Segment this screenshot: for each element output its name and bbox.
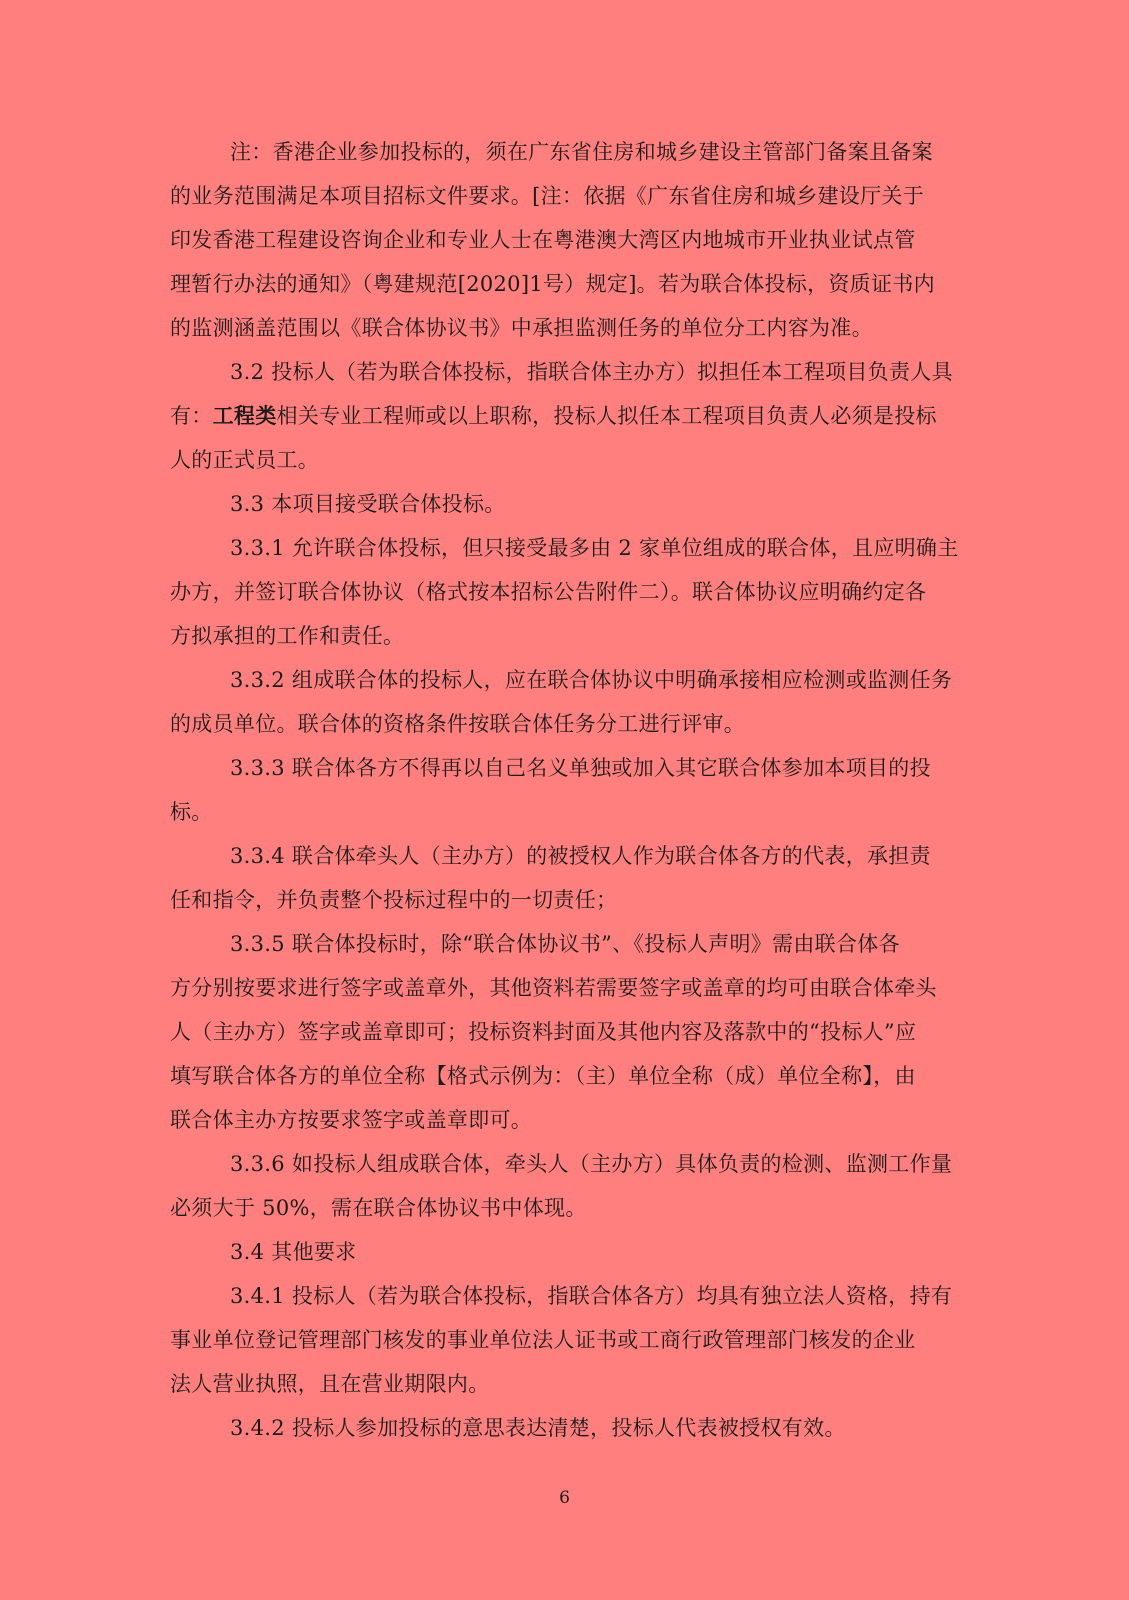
paragraph-line: 办方，并签订联合体协议（格式按本招标公告附件二）。联合体协议应明确约定各 [170,580,927,604]
paragraph-line: 的业务范围满足本项目招标文件要求。[注：依据《广东省住房和城乡建设厅关于 [170,184,924,208]
paragraph-line: 填写联合体各方的单位全称【格式示例为：（主）单位全称（成）单位全称】，由 [170,1064,916,1088]
paragraph-line: 3.3.3 联合体各方不得再以自己名义单独或加入其它联合体参加本项目的投 [230,756,931,780]
page-number: 6 [559,1488,570,1508]
paragraph-line: 人（主办方）签字或盖章即可；投标资料封面及其他内容及落款中的“投标人”应 [170,1020,917,1044]
paragraph-line: 联合体主办方按要求签字或盖章即可。 [170,1108,533,1132]
paragraph-line: 法人营业执照，且在营业期限内。 [170,1372,490,1396]
paragraph-line: 方分别按要求进行签字或盖章外，其他资料若需要签字或盖章的均可由联合体牵头 [170,976,937,1000]
paragraph-line: 方拟承担的工作和责任。 [170,624,405,648]
paragraph-line: 的成员单位。联合体的资格条件按联合体任务分工进行评审。 [170,712,746,736]
paragraph-line: 3.3.4 联合体牵头人（主办方）的被授权人作为联合体各方的代表，承担责 [230,844,931,868]
paragraph-line: 3.2 投标人（若为联合体投标，指联合体主办方）拟担任本工程项目负责人具 [230,360,953,384]
paragraph-line: 注：香港企业参加投标的，须在广东省住房和城乡建设主管部门备案且备案 [230,140,933,164]
section-heading: 3.4 其他要求 [230,1240,357,1264]
paragraph-line: 事业单位登记管理部门核发的事业单位法人证书或工商行政管理部门核发的企业 [170,1328,916,1352]
paragraph-line: 的监测涵盖范围以《联合体协议书》中承担监测任务的单位分工内容为准。 [170,316,873,340]
paragraph-line: 3.4.1 投标人（若为联合体投标，指联合体各方）均具有独立法人资格，持有 [230,1284,953,1308]
emphasized-term: 工程类 [212,404,277,428]
paragraph-line: 3.3.5 联合体投标时，除“联合体协议书”、《投标人声明》需由联合体各 [230,932,900,956]
paragraph-line: 3.3.2 组成联合体的投标人，应在联合体协议中明确承接相应检测或监测任务 [230,668,953,692]
paragraph-line: 印发香港工程建设咨询企业和专业人士在粤港澳大湾区内地城市开业执业试点管 [170,228,916,252]
paragraph-line [170,401,937,431]
paragraph-line: 理暂行办法的通知》（粤建规范[2020]1号）规定]。若为联合体投标，资质证书内 [170,272,935,296]
paragraph-line: 3.4.2 投标人参加投标的意思表达清楚，投标人代表被授权有效。 [230,1416,846,1440]
paragraph-line: 3.3.6 如投标人组成联合体，牵头人（主办方）具体负责的检测、监测工作量 [230,1152,953,1176]
paragraph-line: 任和指令，并负责整个投标过程中的一切责任； [170,888,618,912]
paragraph-line: 必须大于 50%，需在联合体协议书中体现。 [170,1196,587,1220]
paragraph-line: 3.3 本项目接受联合体投标。 [230,492,506,516]
paragraph-line: 人的正式员工。 [170,448,320,472]
line-suffix: 相关专业工程师或以上职称，投标人拟任本工程项目负责人必须是投标 [276,404,937,428]
paragraph-line: 3.3.1 允许联合体投标，但只接受最多由 2 家单位组成的联合体，且应明确主 [230,536,959,560]
paragraph-line: 标。 [170,800,213,824]
line-prefix: 有： [170,404,213,428]
